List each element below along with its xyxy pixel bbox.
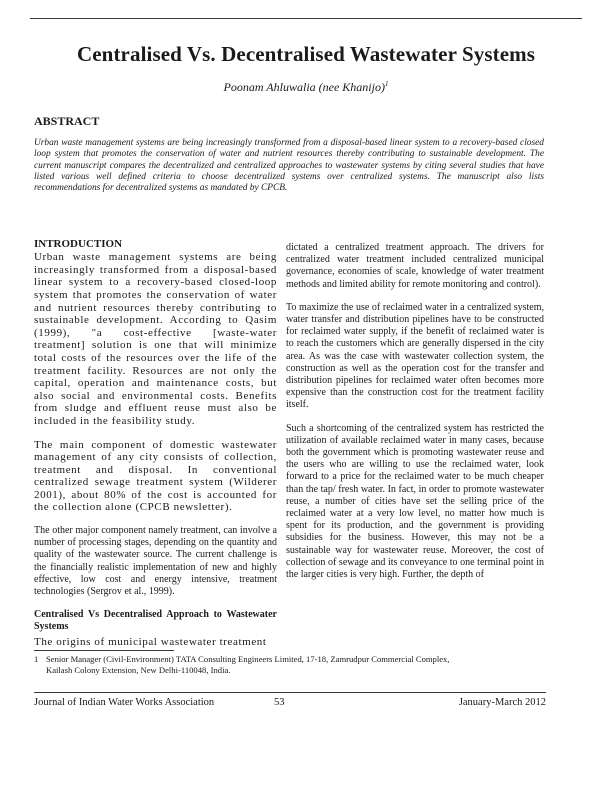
footnote-line-2: Kailash Colony Extension, New Delhi-110048, India. — [46, 665, 231, 675]
abstract-heading: ABSTRACT — [34, 114, 100, 128]
author-line — [0, 80, 612, 95]
bottom-rule — [34, 692, 546, 693]
page-number: 53 — [274, 697, 285, 708]
top-rule — [30, 18, 582, 19]
issue-date: January-March 2012 — [458, 697, 546, 708]
left-paragraph-4: The origins of municipal wastewater treatment — [34, 636, 267, 649]
left-column — [34, 238, 277, 660]
footnote — [34, 654, 554, 676]
author-name: Poonam Ahluwalia (nee Khanijo) — [223, 80, 385, 94]
page-footer — [34, 697, 546, 711]
footnote-number: 1 — [34, 654, 39, 664]
introduction-heading: INTRODUCTION — [34, 238, 123, 250]
journal-name: Journal of Indian Water Works Association — [34, 697, 215, 708]
paper-title: Centralised Vs. Decentralised Wastewater Systems — [77, 42, 535, 66]
footnote-line-1: Senior Manager (Civil-Environment) TATA Consulting Engineers Limited, 17-18, Zamrudpur Commercial Complex, — [46, 654, 450, 664]
left-paragraph-1: Urban waste management systems are being increasingly transformed from a disposal-based linear system to a recovery-based closed-loop system that promotes the conservation of water and nutrient resources thereby contributing to sustainable development. According to Qasim (1999), "a cost-effective [waste-water treatment] solution is one that will minimize total costs of the resources over the life of the treatment facility. Resources are not only the capital, operation and maintenance costs, but also social and environmental costs. Benefits from sludge and effluent reuse must also be included in the feasibility study. — [34, 251, 277, 427]
footnote-separator — [34, 650, 174, 651]
left-paragraph-2: The main component of domestic wastewater management of any city consists of collection, treatment and disposal. In conventional centralized sewage treatment system (Wilderer 2001), about 80% of the cost is accounted for the collection alone (CPCB newsletter). — [34, 438, 277, 514]
right-paragraph-2: To maximize the use of reclaimed water in a centralized system, water transfer and distribution pipelines have to be constructed for reclaimed water supply, if the benefit of reclaimed water is to reach the customers which are generally dispersed in the city area. As was the case with wastewater collection system, the construction as well as the operation cost for the transfer and distribution pipelines for reclaimed water often becomes more expensive than the construction cost for the treatment facility itself. — [286, 301, 544, 411]
left-paragraph-3: The other major component namely treatment, can involve a number of processing stages, depending on the quantity and quality of the wastewater source. The current challenge is the financially realistic implementation of new and highly effective, low cost and energy intensive, treatment technologies (Sergrov et al., 1999). — [34, 525, 277, 598]
subsection-heading: Centralised Vs Decentralised Approach to Wastewater Systems — [34, 609, 277, 633]
right-paragraph-1: dictated a centralized treatment approach. The drivers for centralized water treatment included centralized municipal governance, economies of scale, knowledge of water treatment methods and limited ability for remote monitoring and control). — [286, 242, 544, 290]
right-column — [286, 242, 544, 592]
right-paragraph-3: Such a shortcoming of the centralized system has restricted the utilization of available reclaimed water in many cases, because both the government which is promoting wastewater reuse and the users who are willing to use the reclaimed water, look forward to a price for the reclaimed water to be much cheaper than the tap/ fresh water. In fact, in order to promote wastewater reuse, a number of cities have set the selling price of the reclaimed water at a very low level, no matter how much is spent for its production, and the government is providing subsidies for the business. However, this may not be a sustainable way for wastewater reuse. Moreover, the cost of collection of sewage and its conveyance to one terminal point in the larger cities is very high. Further, the depth of — [286, 422, 544, 581]
abstract-text: Urban waste management systems are being increasingly transformed from a disposal-based linear system to a recovery-based closed loop system that promotes the conservation of water and nutrient resources thereby contributing to sustainable development. The current manuscript compares the decentralized and centralized approaches to wastewater systems by citing several studies that have listed various well defined criteria to choose decentralized systems over centralized systems. The manuscript also lists recommendations for decentralized systems as mandated by CPCB. — [34, 138, 544, 194]
author-footnote-marker: 1 — [384, 80, 389, 88]
